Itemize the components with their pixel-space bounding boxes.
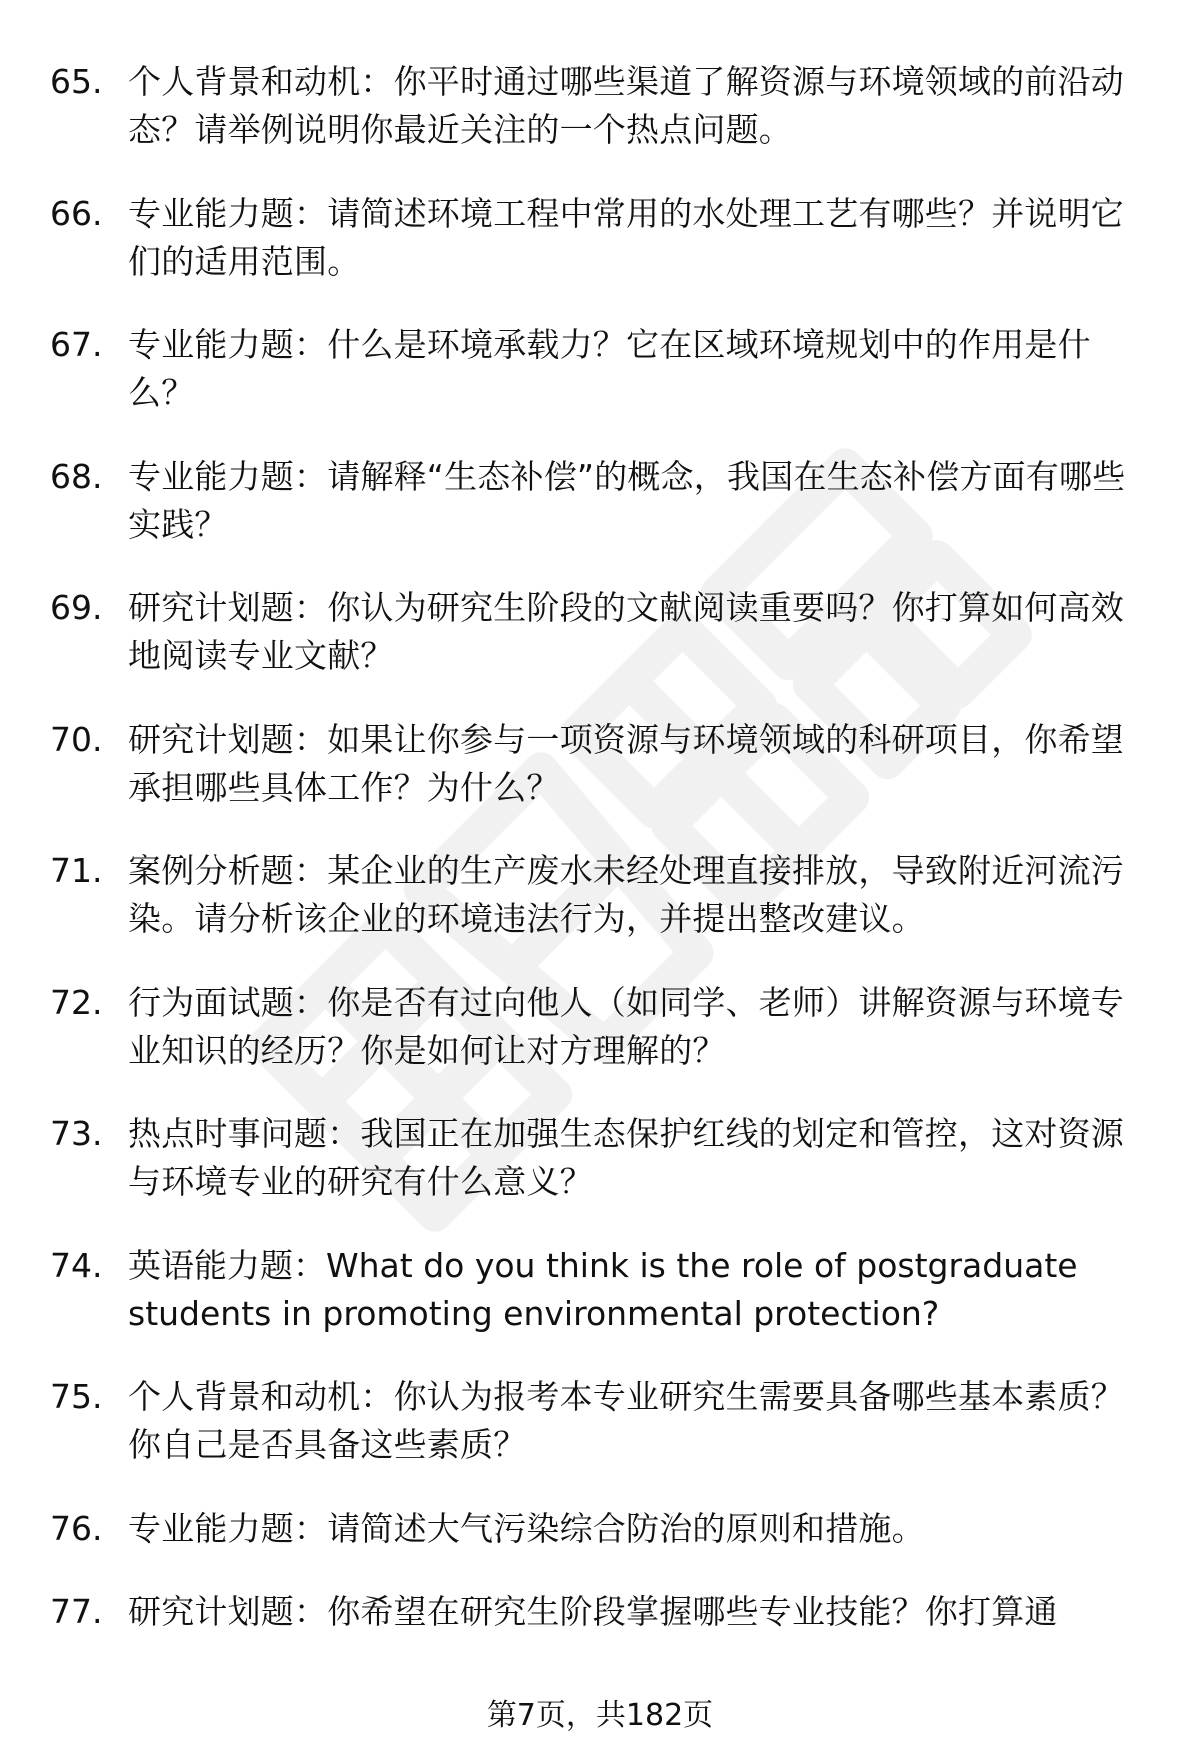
question-text: 研究计划题：你认为研究生阶段的文献阅读重要吗？你打算如何高效地阅读专业文献？	[128, 588, 1124, 675]
question-number: 77.	[50, 1592, 103, 1631]
question-text: 个人背景和动机：你认为报考本专业研究生需要具备哪些基本素质？你自己是否具备这些素质？	[128, 1377, 1124, 1464]
question-item-69	[0, 584, 1200, 680]
question-item-73	[0, 1110, 1200, 1206]
question-text: 专业能力题：什么是环境承载力？它在区域环境规划中的作用是什么？	[128, 325, 1091, 412]
question-item-65	[0, 58, 1200, 154]
question-number: 74.	[50, 1245, 103, 1285]
question-text: 案例分析题：某企业的生产废水未经处理直接排放，导致附近河流污染。请分析该企业的环境违法行为，并提出整改建议。	[128, 851, 1124, 938]
question-item-72	[0, 979, 1200, 1075]
question-number: 65.	[50, 62, 103, 101]
question-text: 研究计划题：你希望在研究生阶段掌握哪些专业技能？你打算通	[128, 1592, 1058, 1631]
question-text: 个人背景和动机：你平时通过哪些渠道了解资源与环境领域的前沿动态？请举例说明你最近关注的一个热点问题。	[128, 62, 1124, 149]
question-item-76	[0, 1505, 1200, 1553]
question-item-67	[0, 321, 1200, 417]
question-text: 专业能力题：请简述环境工程中常用的水处理工艺有哪些？并说明它们的适用范围。	[128, 193, 1124, 281]
question-number: 72.	[50, 982, 103, 1022]
question-item-70	[0, 716, 1200, 812]
question-number: 69.	[50, 588, 103, 627]
question-number: 76.	[50, 1508, 103, 1548]
question-item-68	[0, 453, 1200, 549]
question-item-75	[0, 1373, 1200, 1469]
question-number: 73.	[50, 1114, 103, 1153]
question-number: 71.	[50, 851, 103, 890]
question-item-77	[0, 1588, 1200, 1636]
question-item-66	[0, 190, 1200, 286]
question-text: 热点时事问题：我国正在加强生态保护红线的划定和管控，这对资源与环境专业的研究有什么意义？	[128, 1114, 1124, 1201]
page-number-footer: 第7页，共182页	[486, 1698, 714, 1733]
question-text: 专业能力题：请解释“生态补偿”的概念，我国在生态补偿方面有哪些实践？	[128, 456, 1126, 544]
question-text: 专业能力题：请简述大气污染综合防治的原则和措施。	[128, 1508, 925, 1548]
question-item-71	[0, 847, 1200, 943]
question-number: 75.	[50, 1377, 103, 1416]
question-number: 68.	[50, 456, 103, 496]
question-number: 70.	[50, 719, 103, 759]
question-text: 研究计划题：如果让你参与一项资源与环境领域的科研项目，你希望承担哪些具体工作？为什么？	[128, 719, 1124, 807]
question-number: 66.	[50, 193, 103, 233]
question-list	[0, 58, 1200, 1672]
question-text: 英语能力题：What do you think is the role of postgraduate students in promoting environmental protection?	[128, 1245, 1078, 1333]
question-item-74	[0, 1242, 1200, 1338]
question-number: 67.	[50, 325, 103, 364]
question-text: 行为面试题：你是否有过向他人（如同学、老师）讲解资源与环境专业知识的经历？你是如何让对方理解的？	[128, 982, 1124, 1070]
